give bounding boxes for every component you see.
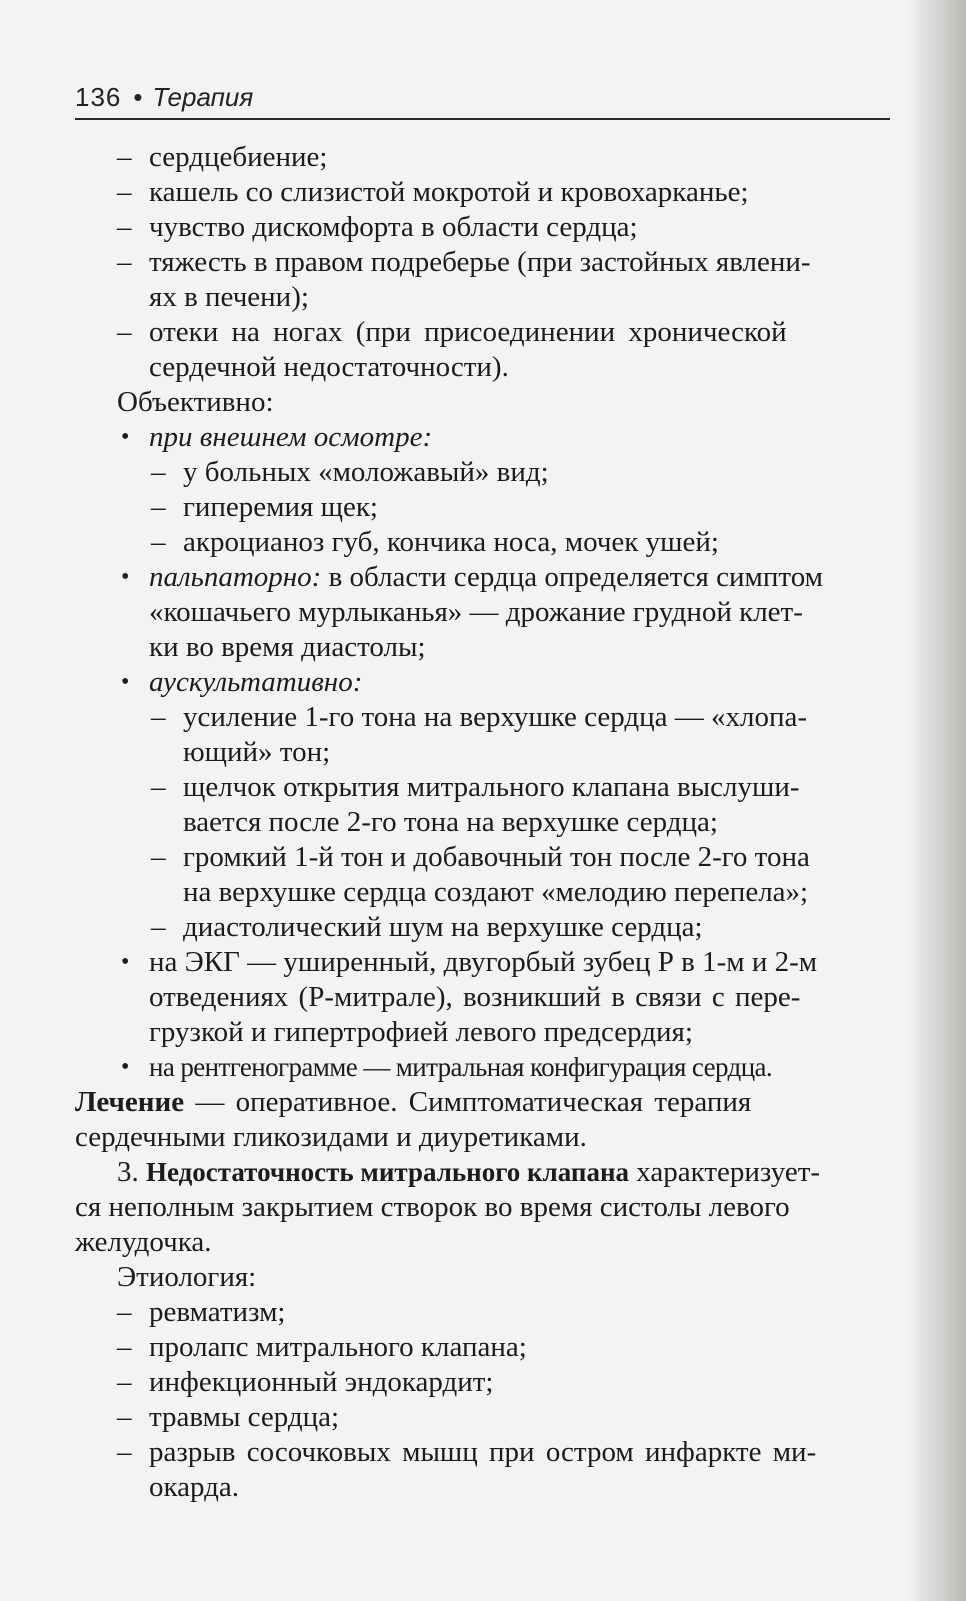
page-body [75, 140, 890, 1505]
treatment-paragraph-continuation: сердечными гликозидами и диуретиками. [75, 1121, 587, 1153]
sub-list-item: – громкий 1-й тон и добавочный тон после 2-го тона [151, 841, 810, 873]
sub-list-continuation: ющий» тон; [183, 736, 331, 768]
section3-title: Недостаточность митрального клапана [146, 1157, 630, 1187]
bullet-continuation: грузкой и гипертрофией левого предсердия; [149, 1016, 693, 1048]
sub-list-item: – гиперемия щек; [151, 491, 378, 523]
list-item: – чувство дискомфорта в области сердца; [117, 211, 638, 243]
header-rule [75, 118, 890, 120]
sub-list-item: – акроцианоз губ, кончика носа, мочек ушей; [151, 526, 719, 558]
list-item-continuation: ях в печени); [149, 281, 309, 313]
list-item: – разрыв сосочковых мышц при остром инфаркте ми- [117, 1436, 817, 1468]
bullet-item: • на ЭКГ — уширенный, двугорбый зубец Р в 1-м и 2-м [121, 946, 818, 978]
ausc-label: аускультативно: [149, 666, 363, 698]
bullet-item: • на рентгенограмме — митральная конфигурация сердца. [121, 1052, 773, 1082]
list-item-continuation: сердечной недостаточности). [149, 351, 509, 383]
sub-list-item: – щелчок открытия митрального клапана выслуши- [151, 771, 800, 803]
treatment-label: Лечение [75, 1086, 185, 1118]
sub-list-continuation: вается после 2-го тона на верхушке сердца; [183, 806, 718, 838]
palp-label: пальпаторно: [149, 561, 322, 593]
section3-heading-line: 3. Недостаточность митрального клапана характеризует- [117, 1156, 821, 1188]
list-item: – отеки на ногах (при присоединении хронической [117, 316, 787, 348]
bullet-item: • при внешнем осмотре: [75, 420, 890, 455]
sub-list-continuation: на верхушке сердца создают «мелодию перепела»; [183, 876, 809, 908]
section-title: Терапия [152, 82, 254, 112]
section3-text: желудочка. [75, 1226, 212, 1258]
bullet-item: • аускультативно: [75, 665, 890, 700]
sub-list-item: – у больных «моложавый» вид; [151, 456, 549, 488]
list-item: – кашель со слизистой мокротой и кровохарканье; [117, 176, 749, 208]
section3-text: ся неполным закрытием створок во время систолы левого [75, 1191, 790, 1223]
list-item: – инфекционный эндокардит; [117, 1366, 494, 1398]
list-item-continuation: окарда. [149, 1471, 240, 1503]
list-item: – пролапс митрального клапана; [117, 1331, 527, 1363]
etiology-label: Этиология: [117, 1261, 257, 1293]
header-separator: • [133, 82, 143, 112]
list-item: – ревматизм; [117, 1296, 286, 1328]
bullet-continuation: ки во время диастолы; [149, 631, 426, 663]
list-item: – тяжесть в правом подреберье (при застойных явлени- [117, 246, 811, 278]
page-gutter-shadow [906, 0, 966, 1601]
bullet-continuation: «кошачьего мурлыканья» — дрожание грудной клет- [149, 596, 803, 628]
treatment-paragraph: Лечение — оперативное. Симптоматическая терапия [75, 1086, 752, 1118]
exam-label: при внешнем осмотре: [149, 421, 433, 453]
sub-list-item: – диастолический шум на верхушке сердца; [151, 911, 703, 943]
bullet-item: • пальпаторно: в области сердца определяется симптом [121, 561, 823, 593]
sub-list-item: – усиление 1-го тона на верхушке сердца — «хлопа- [151, 701, 808, 733]
list-item: – травмы сердца; [117, 1401, 340, 1433]
bullet-continuation: отведениях (Р-митрале), возникший в связи с пере- [149, 981, 801, 1013]
list-item: – сердцебиение; [117, 141, 328, 173]
page-number: 136 [75, 82, 122, 112]
running-header [75, 80, 890, 114]
objective-label: Объективно: [117, 386, 274, 418]
